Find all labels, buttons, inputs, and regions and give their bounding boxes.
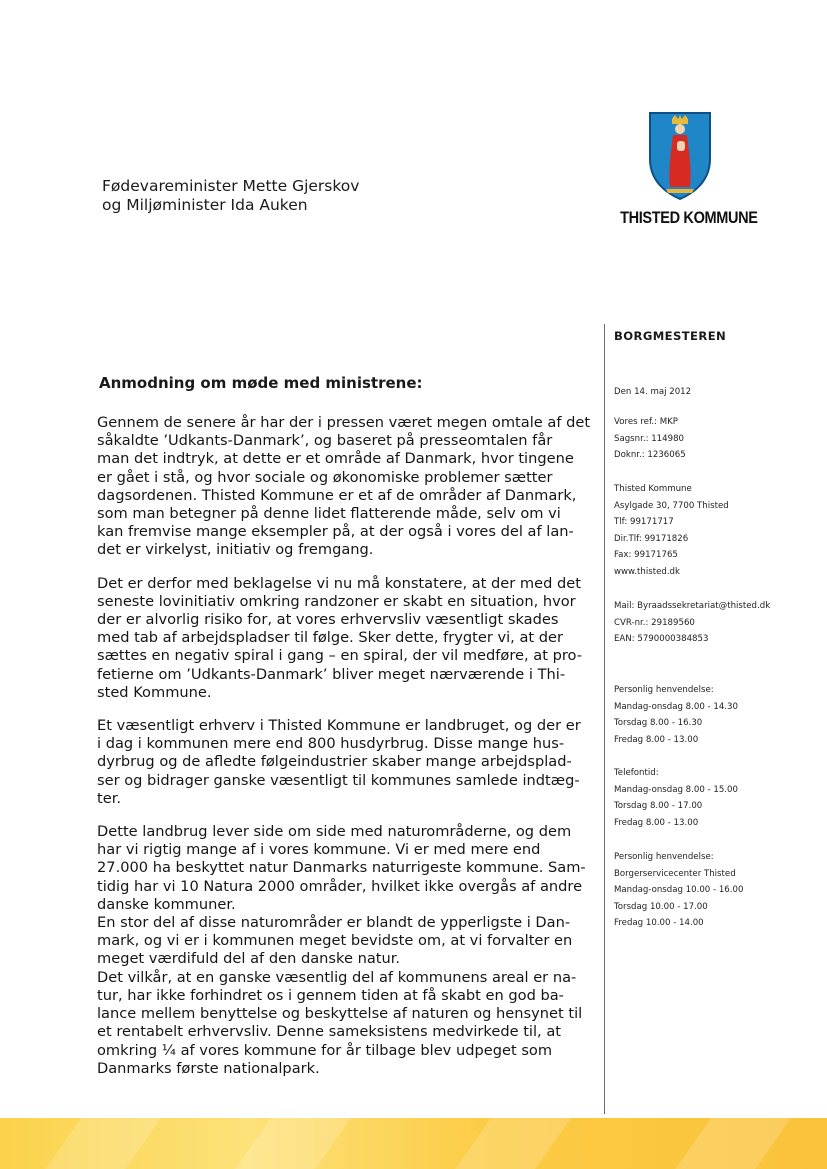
paragraph-line: med tab af arbejdspladser til følge. Sker dette, frygter vi, at der bbox=[97, 629, 563, 647]
address-block bbox=[614, 481, 814, 580]
phone-hours-title: Telefontid: bbox=[614, 768, 659, 778]
paragraph-line: meget værdifuld del af den danske natur. bbox=[97, 950, 401, 968]
paragraph-line: lance mellem benyttelse og beskyttelse af naturen og hensynet til bbox=[97, 1005, 583, 1023]
paragraph-line: Gennem de senere år har der i pressen været megen omtale af det bbox=[97, 414, 591, 431]
letter-subject: Anmodning om møde med ministrene: bbox=[99, 374, 423, 392]
paragraph-line: sættes en negativ spiral i gang – en spiral, der vil medføre, at pro- bbox=[97, 647, 582, 665]
phone-hours-block bbox=[614, 765, 814, 831]
reference-block bbox=[614, 414, 814, 464]
opening-hours-block bbox=[614, 682, 814, 748]
address-line: Fax: 99171765 bbox=[614, 550, 678, 560]
recipient-line: og Miljøminister Ida Auken bbox=[102, 196, 308, 214]
paragraph-line: Dette landbrug lever side om side med naturområderne, og dem bbox=[97, 823, 572, 841]
paragraph-line: Danmarks første nationalpark. bbox=[97, 1059, 320, 1077]
reference-line: Vores ref.: MKP bbox=[614, 417, 678, 427]
phone-hours-line: Mandag-onsdag 8.00 - 15.00 bbox=[614, 784, 738, 795]
citizen-service-title: Personlig henvendelse: bbox=[614, 852, 714, 862]
citizen-service-block bbox=[614, 849, 814, 932]
paragraph-line: danske kommuner. bbox=[97, 895, 236, 913]
paragraph-line: seneste lovinitiativ omkring randzoner er skabt en situation, hvor bbox=[97, 592, 576, 610]
paragraph-line: dyrbrug og de afledte følgeindustrier skaber mange arbejdsplad- bbox=[97, 753, 572, 771]
paragraph-line: Et væsentligt erhverv i Thisted Kommune er landbruget, og der er bbox=[97, 717, 581, 735]
paragraph-line: En stor del af disse naturområder er blandt de ypperligste i Dan- bbox=[97, 914, 571, 932]
letter-date-block bbox=[614, 384, 814, 401]
website-link[interactable]: www.thisted.dk bbox=[614, 566, 680, 577]
cvr-number: CVR-nr.: 29189560 bbox=[614, 617, 695, 628]
paragraph-line: ser og bidrager ganske væsentligt til kommunes samlede indtæg- bbox=[97, 771, 580, 789]
paragraph-line: omkring ¼ af vores kommune for år tilbage blev udpeget som bbox=[97, 1041, 553, 1059]
paragraph-line: et rentabelt erhvervsliv. Denne sameksistens medvirkede til, at bbox=[97, 1023, 561, 1041]
letter-date: Den 14. maj 2012 bbox=[614, 387, 692, 397]
opening-hours-line: Fredag 8.00 - 13.00 bbox=[614, 734, 699, 745]
paragraph-line: mark, og vi er i kommunen meget bevidste om, at vi forvalter en bbox=[97, 932, 573, 950]
paragraph-line: såkaldte ’Udkants-Danmark’, og baseret på presseomtalen får bbox=[97, 432, 553, 450]
address-line: Tlf: 99171717 bbox=[614, 517, 674, 527]
paragraph-line: kan fremvise mange eksempler på, at der også i vores del af lan- bbox=[97, 523, 574, 541]
citizen-service-name: Borgerservicecenter Thisted bbox=[614, 868, 736, 879]
paragraph-line: det er virkelyst, initiativ og fremgang. bbox=[97, 541, 374, 559]
recipient-address bbox=[102, 177, 359, 215]
municipality-name: THISTED KOMMUNE bbox=[620, 209, 758, 227]
reference-line: Doknr.: 1236065 bbox=[614, 450, 686, 460]
paragraph-line: har vi rigtig mange af i vores kommune. Vi er med mere end bbox=[97, 841, 541, 859]
paragraph-line: Det er derfor med beklagelse vi nu må konstatere, at der med det bbox=[97, 574, 581, 592]
address-line: Asylgade 30, 7700 Thisted bbox=[614, 500, 729, 511]
sidebar-divider bbox=[604, 324, 605, 1114]
phone-hours-line: Fredag 8.00 - 13.00 bbox=[614, 817, 699, 828]
address-line: Thisted Kommune bbox=[614, 484, 692, 494]
coat-of-arms-icon bbox=[648, 111, 712, 201]
citizen-service-line: Fredag 10.00 - 14.00 bbox=[614, 918, 704, 928]
phone-hours-line: Torsdag 8.00 - 17.00 bbox=[614, 801, 703, 811]
paragraph-line: dagsordenen. Thisted Kommune er et af de områder af Danmark, bbox=[97, 486, 577, 504]
letter-paragraph bbox=[97, 823, 597, 1078]
paragraph-line: ter. bbox=[97, 789, 121, 807]
letter-paragraph bbox=[97, 717, 597, 808]
paragraph-line: tidig har vi 10 Natura 2000 områder, hvilket ikke overgås af andre bbox=[97, 877, 583, 895]
paragraph-line: i dag i kommunen mere end 800 husdyrbrug. Disse mange hus- bbox=[97, 735, 565, 753]
ean-number: EAN: 5790000384853 bbox=[614, 634, 709, 644]
letter-body bbox=[97, 414, 597, 1078]
paragraph-line: er gået i stå, og hvor sociale og økonomiske problemer sætter bbox=[97, 468, 553, 486]
paragraph-gap bbox=[97, 808, 597, 823]
citizen-service-line: Mandag-onsdag 10.00 - 16.00 bbox=[614, 885, 744, 895]
letter-paragraph bbox=[97, 414, 597, 560]
letter-paragraph bbox=[97, 575, 597, 702]
address-line: Dir.Tlf: 99171826 bbox=[614, 533, 689, 544]
paragraph-line: som man betegner på denne lidet flatterende måde, selv om vi bbox=[97, 505, 561, 523]
municipality-logo bbox=[612, 108, 758, 228]
paragraph-line: sted Kommune. bbox=[97, 683, 212, 701]
paragraph-line: tur, har ikke forhindret os i gennem tiden at få skabt en god ba- bbox=[97, 986, 564, 1004]
recipient-line: Fødevareminister Mette Gjerskov bbox=[102, 177, 360, 195]
opening-hours-title: Personlig henvendelse: bbox=[614, 685, 714, 695]
paragraph-line: der er alvorlig risiko for, at vores erhvervsliv væsentligt skades bbox=[97, 611, 559, 629]
reference-line: Sagsnr.: 114980 bbox=[614, 433, 685, 444]
paragraph-gap bbox=[97, 560, 597, 575]
paragraph-line: fetierne om ’Udkants-Danmark’ bliver meget nærværende i Thi- bbox=[97, 665, 566, 683]
opening-hours-line: Mandag-onsdag 8.00 - 14.30 bbox=[614, 701, 738, 712]
opening-hours-line: Torsdag 8.00 - 16.30 bbox=[614, 718, 703, 728]
contact-block bbox=[614, 598, 814, 648]
department-title: BORGMESTEREN bbox=[614, 329, 727, 343]
footer-band bbox=[0, 1118, 827, 1169]
paragraph-line: 27.000 ha beskyttet natur Danmarks naturrigeste kommune. Sam- bbox=[97, 859, 586, 877]
paragraph-line: Det vilkår, at en ganske væsentlig del af kommunens areal er na- bbox=[97, 968, 577, 986]
email-link[interactable]: Mail: Byraadssekretariat@thisted.dk bbox=[614, 601, 771, 611]
paragraph-line: man det indtryk, at dette er et område af Danmark, hvor tingene bbox=[97, 450, 574, 468]
citizen-service-line: Torsdag 10.00 - 17.00 bbox=[614, 901, 708, 912]
paragraph-gap bbox=[97, 702, 597, 717]
